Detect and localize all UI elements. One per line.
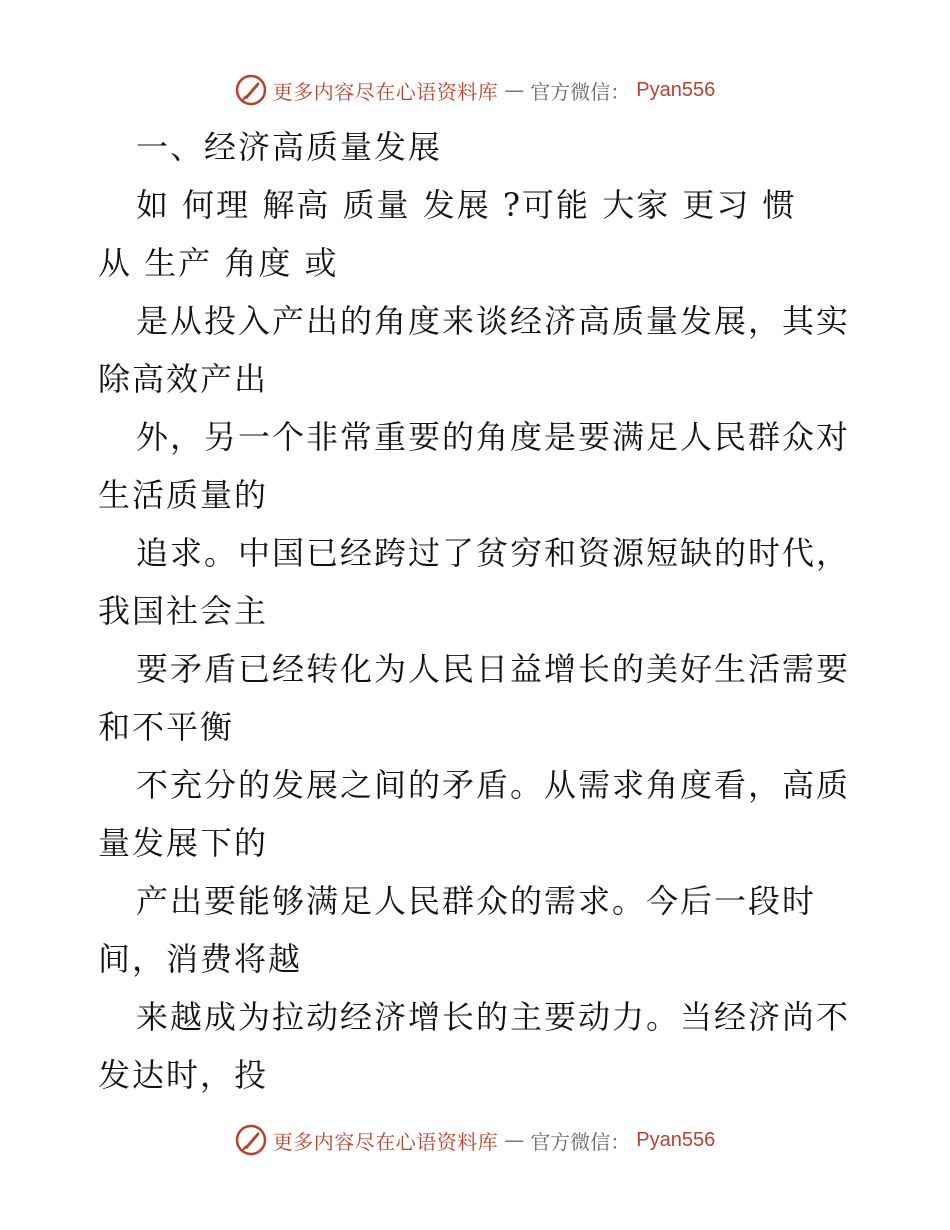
text-line: 发达时，投 (98, 1056, 269, 1094)
site-name: 更多内容尽在心语资料库 (272, 1129, 499, 1154)
text-line: 要矛盾已经转化为人民日益增长的美好生活需要 (136, 650, 851, 688)
wechat-id: Pyan556 (636, 78, 716, 101)
text-line: 追求。中国已经跨过了贫穷和资源短缺的时代， (136, 534, 851, 572)
banner-dash: — (504, 1128, 525, 1152)
text-line: 是从投入产出的角度来谈经济高质量发展，其实 (136, 302, 851, 340)
text-line: 间，消费将越 (98, 940, 303, 978)
quill-pen-logo-icon (235, 74, 267, 106)
wechat-id: Pyan556 (636, 1128, 716, 1151)
text-line: 量发展下的 (98, 824, 269, 862)
banner-dash: — (504, 78, 525, 102)
quill-pen-logo-icon (235, 1124, 267, 1156)
site-name: 更多内容尽在心语资料库 (272, 79, 499, 104)
document-body (98, 118, 858, 1104)
text-line: 产出要能够满足人民群众的需求。今后一段时 (136, 882, 817, 920)
text-line: 如 何理 解高 质量 发展 ?可能 大家 更习 惯 (136, 186, 797, 224)
header-banner (0, 70, 950, 110)
text-line: 外，另一个非常重要的角度是要满足人民群众对 (136, 418, 851, 456)
text-line: 从 生产 角度 或 (98, 244, 339, 282)
wechat-label: 官方微信： (530, 1129, 631, 1154)
text-line: 除高效产出 (98, 360, 269, 398)
wechat-label: 官方微信： (530, 79, 631, 104)
footer-banner (0, 1120, 950, 1160)
text-line: 不充分的发展之间的矛盾。从需求角度看，高质 (136, 766, 851, 804)
section-heading: 一、经济高质量发展 (136, 128, 443, 166)
text-line: 和不平衡 (98, 708, 235, 746)
text-line: 生活质量的 (98, 476, 269, 514)
text-line: 来越成为拉动经济增长的主要动力。当经济尚不 (136, 998, 851, 1036)
text-line: 我国社会主 (98, 592, 269, 630)
